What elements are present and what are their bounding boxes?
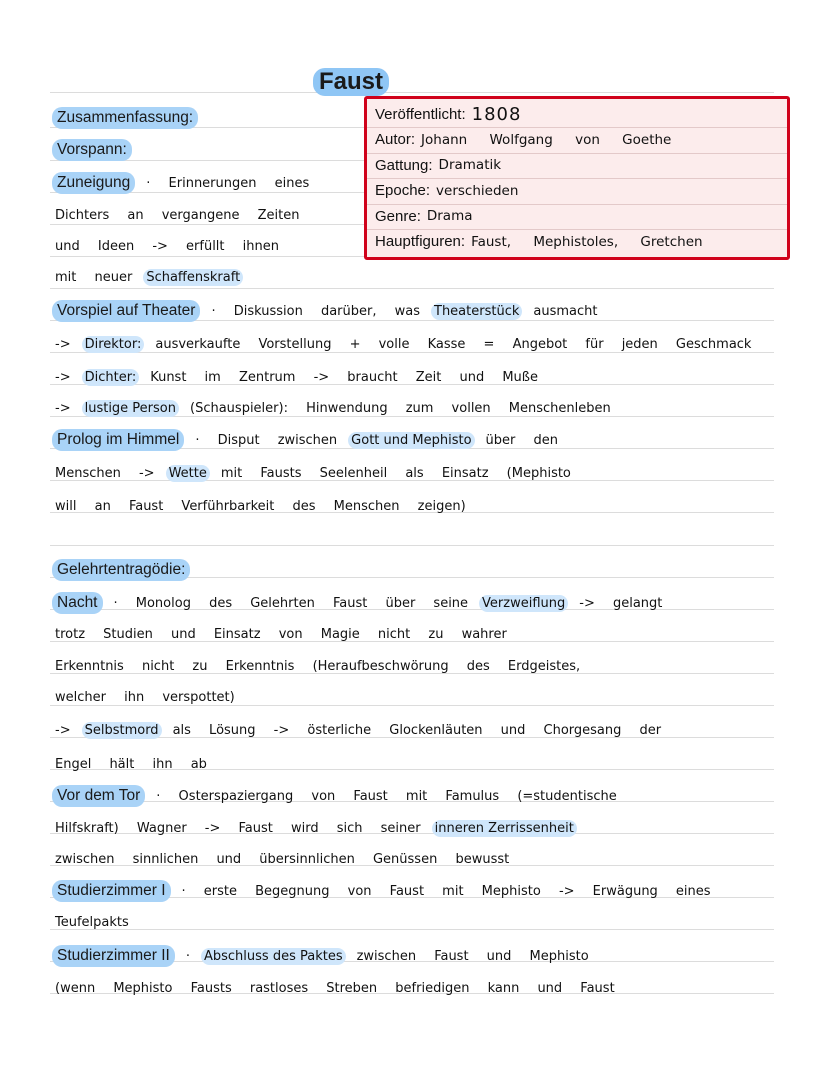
note-text: ausverkaufte Vorstellung + volle Kasse = Angebot für jeden Geschmack — [155, 336, 752, 352]
note-text: Kunst im Zentrum -> braucht Zeit und Muße — [150, 369, 538, 385]
note-line — [52, 683, 787, 711]
note-line — [52, 652, 787, 680]
note-line — [52, 297, 787, 325]
highlighted-text: Direktor: — [82, 336, 145, 353]
note-text: als Lösung -> österliche Glockenläuten und Chorgesang der — [172, 722, 662, 738]
note-line — [52, 942, 787, 970]
note-text: · erste Begegnung von Faust mit Mephisto -> Erwägung eines — [181, 883, 711, 899]
section-heading: Studierzimmer II — [52, 945, 175, 967]
highlighted-text: lustige Person — [82, 400, 179, 417]
info-value: Faust, Mephistoles, Gretchen — [471, 233, 703, 250]
note-line — [52, 908, 787, 936]
section-heading: Gelehrtentragödie: — [52, 559, 190, 581]
highlighted-text: Selbstmord — [82, 722, 162, 739]
info-value: Johann Wolfgang von Goethe — [421, 131, 672, 148]
note-line — [52, 363, 787, 391]
info-key: Genre: — [375, 207, 421, 225]
note-text: über den — [485, 432, 558, 448]
note-line — [52, 169, 352, 197]
section-heading: Vorspann: — [52, 139, 132, 161]
note-text: Engel hält ihn ab — [55, 756, 207, 772]
note-text: -> — [55, 369, 71, 385]
info-value: verschieden — [436, 182, 519, 199]
note-line — [52, 492, 787, 520]
section-heading: Studierzimmer I — [52, 880, 171, 902]
info-row — [375, 179, 518, 203]
info-key: Autor: — [375, 131, 416, 148]
note-text: zwischen Faust und Mephisto — [356, 948, 589, 964]
note-line — [52, 556, 787, 584]
note-line — [52, 263, 352, 291]
info-key: Epoche: — [375, 182, 431, 199]
note-text: -> — [55, 722, 71, 738]
note-line — [52, 201, 352, 229]
note-line — [52, 814, 787, 842]
note-text: (wenn Mephisto Fausts rastloses Streben befriedigen kann und Faust — [55, 980, 615, 996]
info-row — [375, 230, 703, 254]
note-text: und Ideen -> erfüllt ihnen — [55, 238, 279, 254]
note-text: Menschen -> — [55, 465, 155, 481]
note-text: Erkenntnis nicht zu Erkenntnis (Heraufbeschwörung des Erdgeistes, — [55, 658, 581, 674]
info-value: 1808 — [471, 103, 522, 125]
highlighted-text: Theaterstück — [431, 303, 522, 320]
note-line — [52, 877, 787, 905]
note-text: (Schauspieler): Hinwendung zum vollen Menschenleben — [190, 400, 611, 416]
note-text: Hilfskraft) Wagner -> Faust wird sich seiner — [55, 820, 421, 836]
highlighted-text: Schaffenskraft — [143, 269, 243, 286]
note-line — [52, 750, 787, 778]
page-title: Faust — [313, 68, 389, 96]
note-line — [52, 845, 787, 873]
note-text: trotz Studien und Einsatz von Magie nicht zu wahrer — [55, 626, 507, 642]
section-heading: Vor dem Tor — [52, 785, 145, 807]
info-key: Hauptfiguren: — [375, 233, 466, 250]
note-line — [52, 104, 787, 132]
section-heading: Nacht — [52, 592, 103, 614]
note-line — [52, 524, 787, 552]
highlighted-text: inneren Zerrissenheit — [432, 820, 577, 837]
info-value: Drama — [426, 208, 473, 224]
note-text: mit neuer — [55, 269, 133, 285]
note-text: ausmacht — [533, 303, 598, 319]
note-text: Teufelpakts — [55, 914, 129, 930]
note-text: will an Faust Verführbarkeit des Menschen zeigen) — [55, 498, 466, 514]
note-line — [52, 620, 787, 648]
note-line — [52, 974, 787, 1002]
highlighted-text: Wette — [166, 465, 210, 482]
note-text: · — [185, 948, 190, 964]
note-text: welcher ihn verspottet) — [55, 689, 235, 705]
info-value: Dramatik — [438, 157, 502, 173]
note-line — [52, 426, 787, 454]
section-heading: Zuneigung — [52, 172, 135, 194]
note-text: zwischen sinnlichen und übersinnlichen Genüssen bewusst — [55, 851, 510, 867]
note-line — [52, 782, 787, 810]
note-text: · Diskussion darüber, was — [211, 303, 420, 319]
note-line — [52, 136, 787, 164]
note-line — [52, 394, 787, 422]
info-key: Veröffentlicht: — [375, 105, 466, 123]
info-row — [375, 204, 473, 228]
highlighted-text: Gott und Mephisto — [348, 432, 474, 449]
section-heading: Vorspiel auf Theater — [52, 300, 200, 322]
highlighted-text: Dichter: — [82, 369, 140, 386]
note-text: · Erinnerungen eines — [146, 175, 310, 191]
note-line — [52, 716, 787, 744]
note-text: · Disput zwischen — [195, 432, 338, 448]
note-line — [52, 232, 352, 260]
note-text: · Monolog des Gelehrten Faust über seine — [113, 595, 469, 611]
note-text: Dichters an vergangene Zeiten — [55, 207, 300, 223]
note-text: · Osterspaziergang von Faust mit Famulus (=studentische — [156, 788, 617, 804]
note-text: -> gelangt — [579, 595, 663, 611]
note-line — [52, 589, 787, 617]
note-text: mit Fausts Seelenheil als Einsatz (Mephisto — [220, 465, 571, 481]
ruled-line — [50, 92, 774, 93]
note-text: -> — [55, 336, 71, 352]
highlighted-text: Verzweiflung — [479, 595, 568, 612]
note-line — [52, 330, 787, 358]
section-heading: Prolog im Himmel — [52, 429, 184, 451]
note-text: -> — [55, 400, 71, 416]
note-line — [52, 459, 787, 487]
section-heading: Zusammenfassung: — [52, 107, 198, 129]
info-key: Gattung: — [375, 156, 433, 174]
highlighted-text: Abschluss des Paktes — [201, 948, 346, 965]
